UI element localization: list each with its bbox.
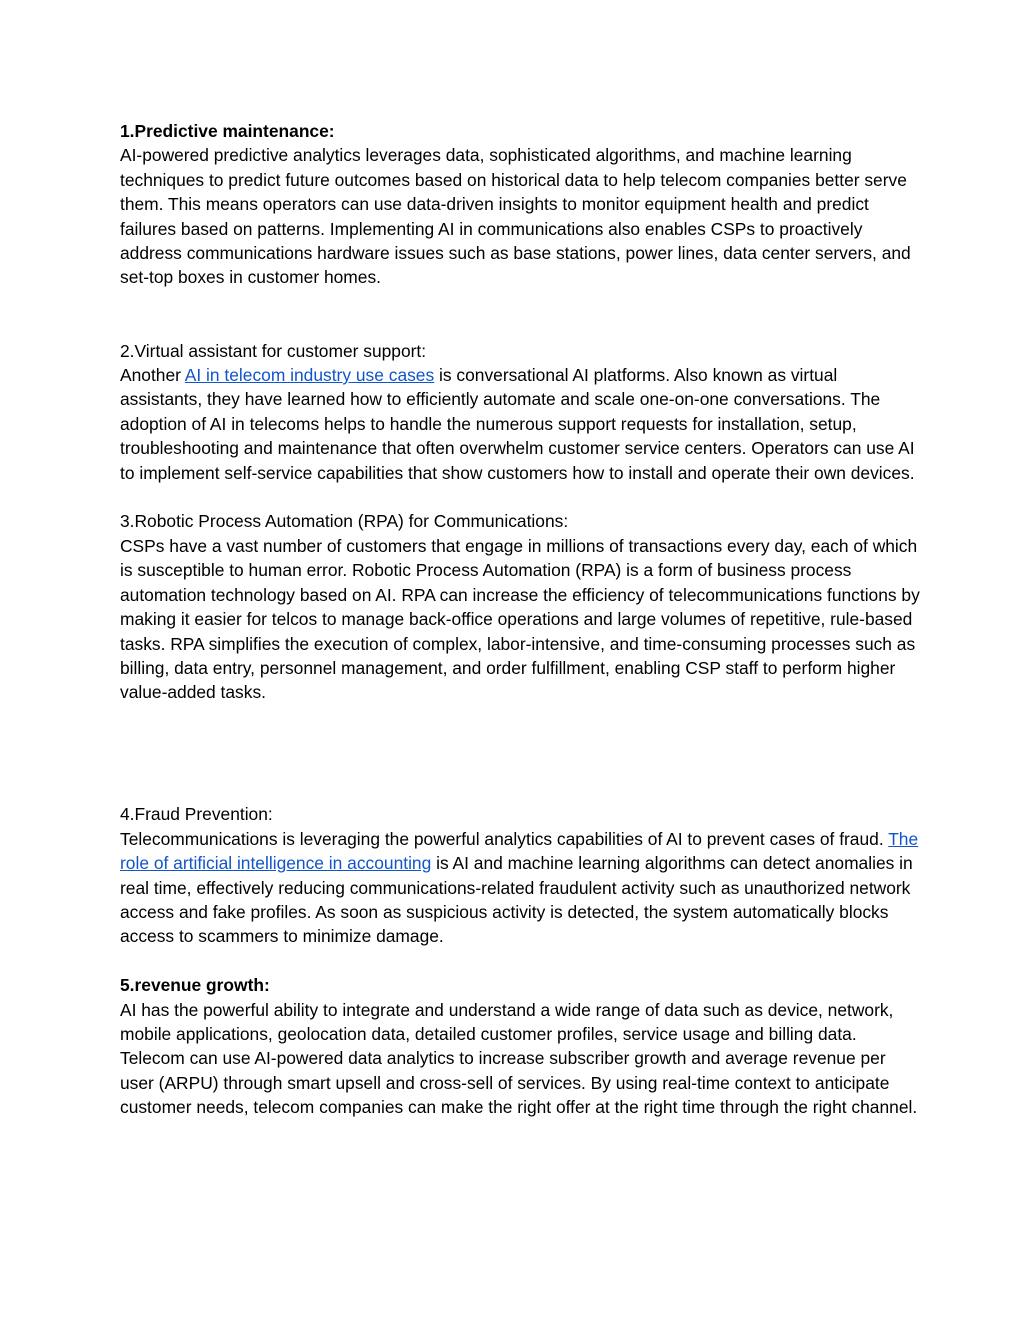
section-heading: 5.revenue growth: [120,975,270,996]
document-page [120,119,920,1120]
spacer [120,949,920,973]
section-revenue-growth [120,973,920,1119]
section-virtual-assistant [120,339,920,485]
section-predictive-maintenance [120,119,920,290]
section-body [120,363,920,485]
section-heading: 3.Robotic Process Automation (RPA) for Communications: [120,511,569,532]
section-heading: 2.Virtual assistant for customer support: [120,340,427,361]
section-body: CSPs have a vast number of customers that engage in millions of transactions every day, each of which is susceptible to human error. Robotic Process Automation (RPA) is a form of business process automation technology based on AI. RPA can increase the efficiency of telecommunications functions by making it easier for telcos to manage back-office operations and large volumes of repetitive, rule-based tasks. RPA simplifies the execution of complex, labor-intensive, and time-consuming processes such as billing, data entry, personnel management, and order fulfillment, enabling CSP staff to perform higher value-added tasks. [120,535,920,703]
body-text: Telecommunications is leveraging the powerful analytics capabilities of AI to prevent cases of fraud. [120,828,889,849]
section-body: AI-powered predictive analytics leverages data, sophisticated algorithms, and machine learning techniques to predict future outcomes based on historical data to help telecom companies better serve them. This means operators can use data-driven insights to monitor equipment health and predict failures based on patterns. Implementing AI in communications also enables CSPs to proactively address communications hardware issues such as base stations, power lines, data center servers, and set-top boxes in customer homes. [120,145,911,288]
section-rpa [120,509,920,704]
spacer [120,290,920,339]
section-heading: 4.Fraud Prevention: [120,804,273,825]
body-text: is AI and machine learning algorithms can detect anomalies in real time, effectively reducing communications-related fraudulent activity such as unauthorized network access and fake profiles. As soon as suspicious activity is detected, the system automatically blocks access to scammers to minimize damage. [120,853,913,947]
spacer [120,485,920,509]
section-heading: 1.Predictive maintenance: [120,121,335,141]
body-text: Another [120,365,185,386]
body-text: is conversational AI platforms. Also known as virtual assistants, they have learned how to efficiently automate and scale one-on-one conversations. The adoption of AI in telecoms helps to handle the numerous support requests for installation, setup, troubleshooting and maintenance that often overwhelm customer service centers. Operators can use AI to implement self-service capabilities that show customers how to install and operate their own devices. [120,365,915,483]
spacer [120,705,920,803]
ai-in-accounting-link[interactable]: The role of artificial intelligence in accounting [120,828,919,874]
ai-telecom-use-cases-link[interactable]: AI in telecom industry use cases [184,365,435,386]
section-fraud-prevention [120,802,920,948]
section-body: AI has the powerful ability to integrate and understand a wide range of data such as device, network, mobile applications, geolocation data, detailed customer profiles, service usage and billing data. Telecom can use AI-powered data analytics to increase subscriber growth and average revenue per user (ARPU) through smart upsell and cross-sell of services. By using real-time context to anticipate customer needs, telecom companies can make the right offer at the right time through the right channel. [120,999,918,1118]
section-body [120,827,920,949]
